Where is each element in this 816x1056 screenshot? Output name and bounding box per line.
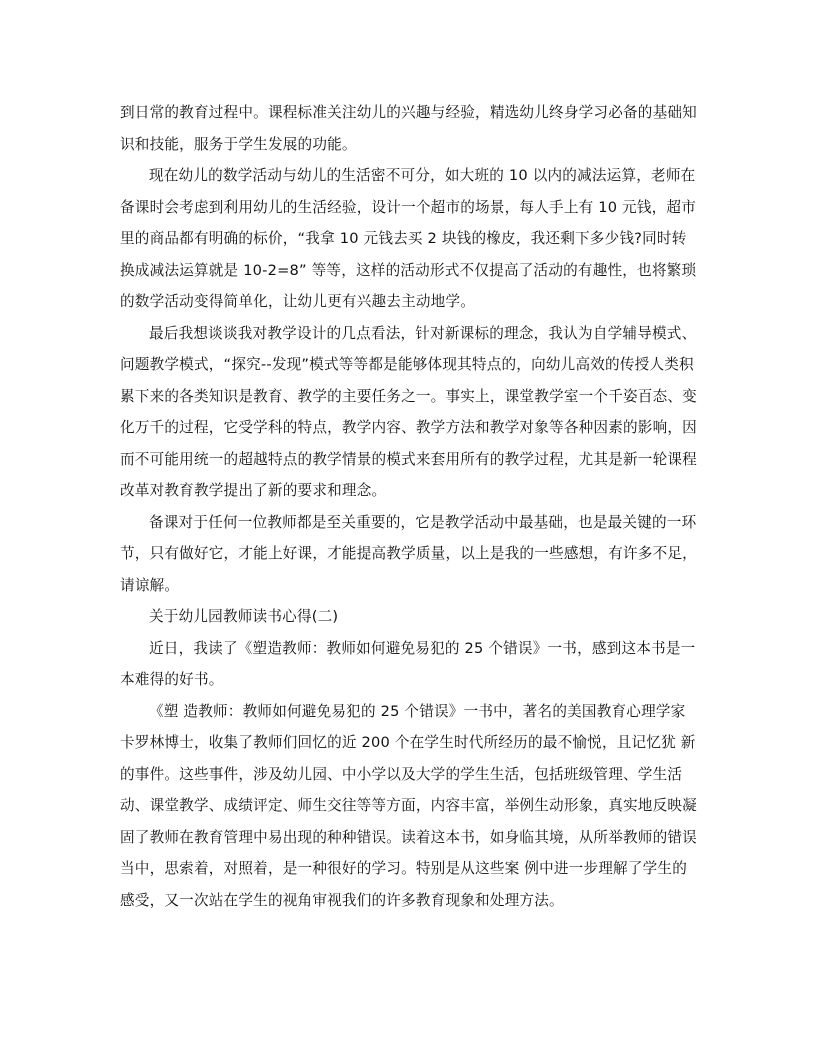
paragraph-math-activity: 现在幼儿的数学活动与幼儿的生活密不可分，如大班的 10 以内的减法运算，老师在备课时会考虑到利用幼儿的生活经验，设计一个超市的场景，每人手上有 10 元钱，超市里的商品都有明确的标价，“我拿 10 元钱去买 2 块钱的橡皮，我还剩下多少钱?同时转换成减法运算就是 10-2=8” 等等，这样的活动形式不仅提高了活动的有趣性，也将繁琐的数学活动变得简单化，让幼儿更有兴趣去主动地学。: [120, 167, 697, 310]
section-heading: 关于幼儿园教师读书心得(二): [149, 608, 339, 625]
paragraph-book-intro: 近日，我读了《塑造教师：教师如何避免易犯的 25 个错误》一书，感到这本书是一本难得的好书。: [120, 639, 696, 688]
document-body: [120, 97, 698, 916]
paragraph-teaching-design: 最后我想谈谈我对教学设计的几点看法，针对新课标的理念，我认为自学辅导模式、问题教学模式，“探究--发现”模式等等都是能够体现其特点的，向幼儿高效的传授人类积累下来的各类知识是教育、教学的主要任务之一。事实上，课堂教学室一个千姿百态、变化万千的过程，它受学科的特点，教学内容、教学方法和教学对象等各种因素的影响，因而不可能用统一的超越特点的教学情景的模式来套用所有的教学过程，尤其是新一轮课程改革对教育教学提出了新的要求和理念。: [120, 324, 697, 499]
paragraph-continuation: 到日常的教育过程中。课程标准关注幼儿的兴趣与经验，精选幼儿终身学习必备的基础知识和技能，服务于学生发展的功能。: [120, 104, 697, 153]
paragraph-book-review: 《塑 造教师：教师如何避免易犯的 25 个错误》一书中，著名的美国教育心理学家卡罗林博士，收集了教师们回忆的近 200 个在学生时代所经历的最不愉悦，且记忆犹 新的事件。这些事件，涉及幼儿园、中小学以及大学的学生生活，包括班级管理、学生活动、课堂教学、成绩评定、师生交往等等方面，内容丰富，举例生动形象，真实地反映凝固了教师在教育管理中易出现的种种错误。读着这本书，如身临其境，从所举教师的错误当中，思索着，对照着，是一种很好的学习。特别是从这些案 例中进一步理解了学生的感受，又一次站在学生的视角审视我们的许多教育现象和处理方法。: [120, 702, 697, 909]
paragraph-lesson-prep: 备课对于任何一位教师都是至关重要的，它是教学活动中最基础，也是最关键的一环节，只有做好它，才能上好课，才能提高教学质量，以上是我的一些感想，有许多不足，请谅解。: [120, 513, 697, 594]
